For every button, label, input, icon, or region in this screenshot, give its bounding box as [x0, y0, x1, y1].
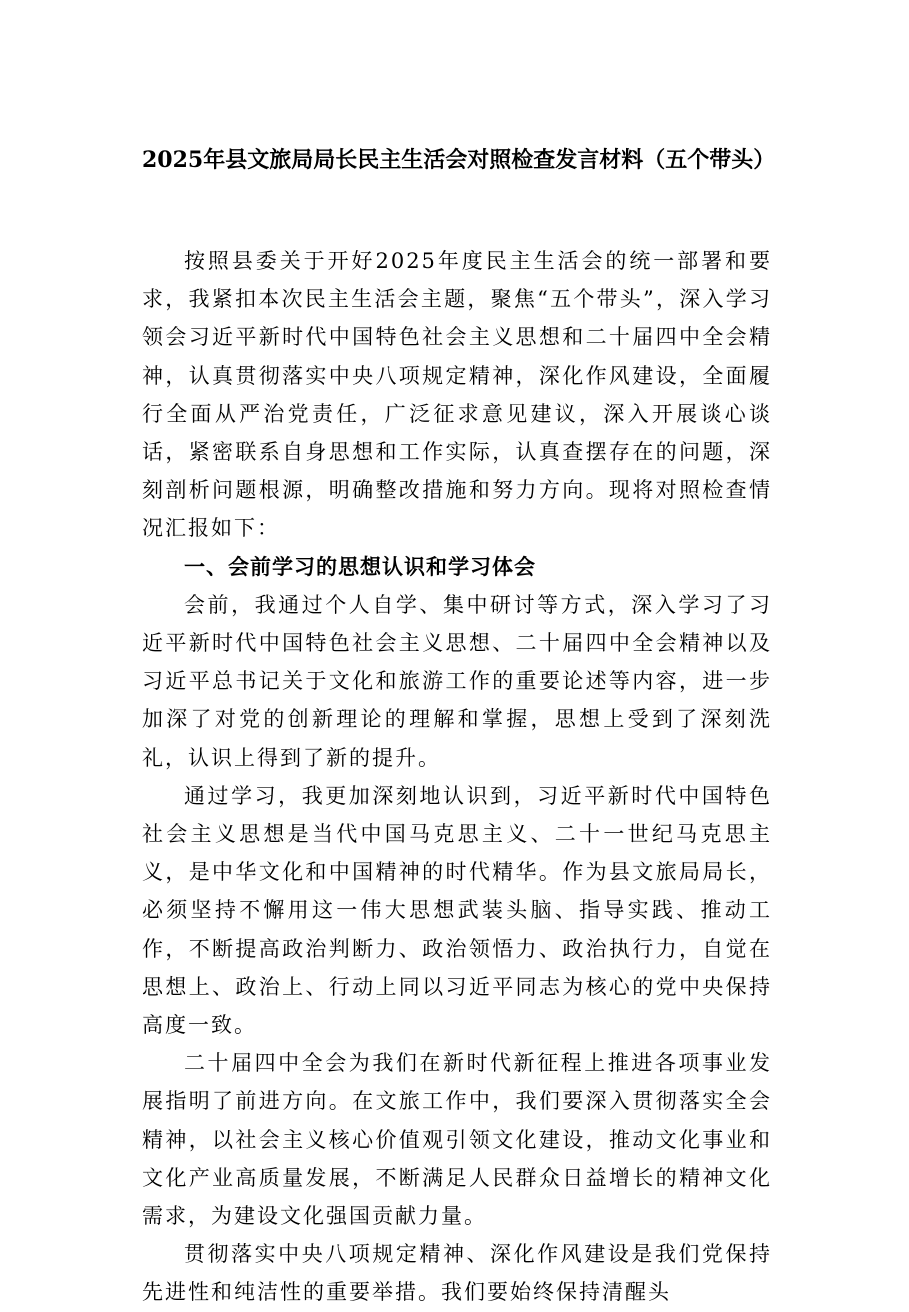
body-paragraph: 二十届四中全会为我们在新时代新征程上推进各项事业发展指明了前进方向。在文旅工作中，我们要深入贯彻落实全会精神，以社会主义核心价值观引领文化建设，推动文化事业和文化产业高质量发展，不断满足人民群众日益增长的精神文化需求，为建设文化强国贡献力量。 — [142, 1051, 772, 1229]
document-title: 2025年县文旅局局长民主生活会对照检查发言材料（五个带头） — [142, 147, 776, 173]
body-paragraph: 会前，我通过个人自学、集中研讨等方式，深入学习了习近平新时代中国特色社会主义思想、二十届四中全会精神以及习近平总书记关于文化和旅游工作的重要论述等内容，进一步加深了对党的创新理论的理解和掌握，思想上受到了深刻洗礼，认识上得到了新的提升。 — [142, 592, 772, 770]
body-paragraph: 通过学习，我更加深刻地认识到，习近平新时代中国特色社会主义思想是当代中国马克思主义、二十一世纪马克思主义，是中华文化和中国精神的时代精华。作为县文旅局局长，必须坚持不懈用这一伟大思想武装头脑、指导实践、推动工作，不断提高政治判断力、政治领悟力、政治执行力，自觉在思想上、政治上、行动上同以习近平同志为核心的党中央保持高度一致。 — [142, 783, 772, 1038]
document-body — [142, 242, 772, 1312]
body-paragraph: 贯彻落实中央八项规定精神、深化作风建设是我们党保持先进性和纯洁性的重要举措。我们要始终保持清醒头 — [142, 1242, 772, 1305]
section-heading: 一、会前学习的思想认识和学习体会 — [184, 554, 536, 579]
intro-paragraph: 按照县委关于开好2025年度民主生活会的统一部署和要求，我紧扣本次民主生活会主题，聚焦“五个带头”，深入学习领会习近平新时代中国特色社会主义思想和二十届四中全会精神，认真贯彻落实中央八项规定精神，深化作风建设，全面履行全面从严治党责任，广泛征求意见建议，深入开展谈心谈话，紧密联系自身思想和工作实际，认真查摆存在的问题，深刻剖析问题根源，明确整改措施和努力方向。现将对照检查情况汇报如下： — [142, 249, 772, 541]
